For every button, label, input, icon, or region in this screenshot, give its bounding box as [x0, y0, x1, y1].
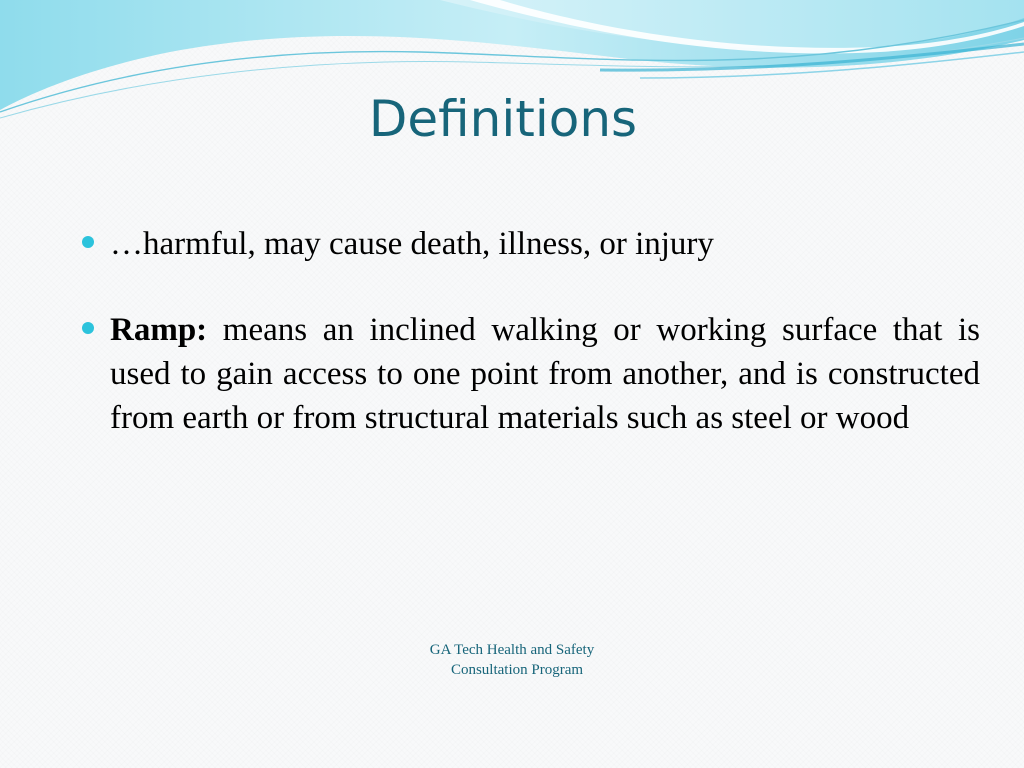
definition-term: Ramp:	[110, 312, 208, 348]
bullet-dot-icon	[82, 236, 94, 248]
footer-line-2: Consultation Program	[450, 662, 584, 678]
bullet-list	[80, 222, 980, 440]
bullet-item-ramp	[80, 308, 980, 440]
definition-text: means an inclined walking or working surface that is used to gain access to one point from another, and is constructed from earth or from structural materials such as steel or wood	[110, 312, 980, 436]
footer-line-1: GA Tech Health and Safety	[429, 642, 595, 658]
slide-title: Definitions	[368, 90, 638, 148]
footer	[0, 640, 1024, 680]
bullet-item-harmful	[80, 222, 980, 266]
bullet-text: …harmful, may cause death, illness, or injury	[110, 226, 714, 262]
bullet-dot-icon	[82, 322, 94, 334]
